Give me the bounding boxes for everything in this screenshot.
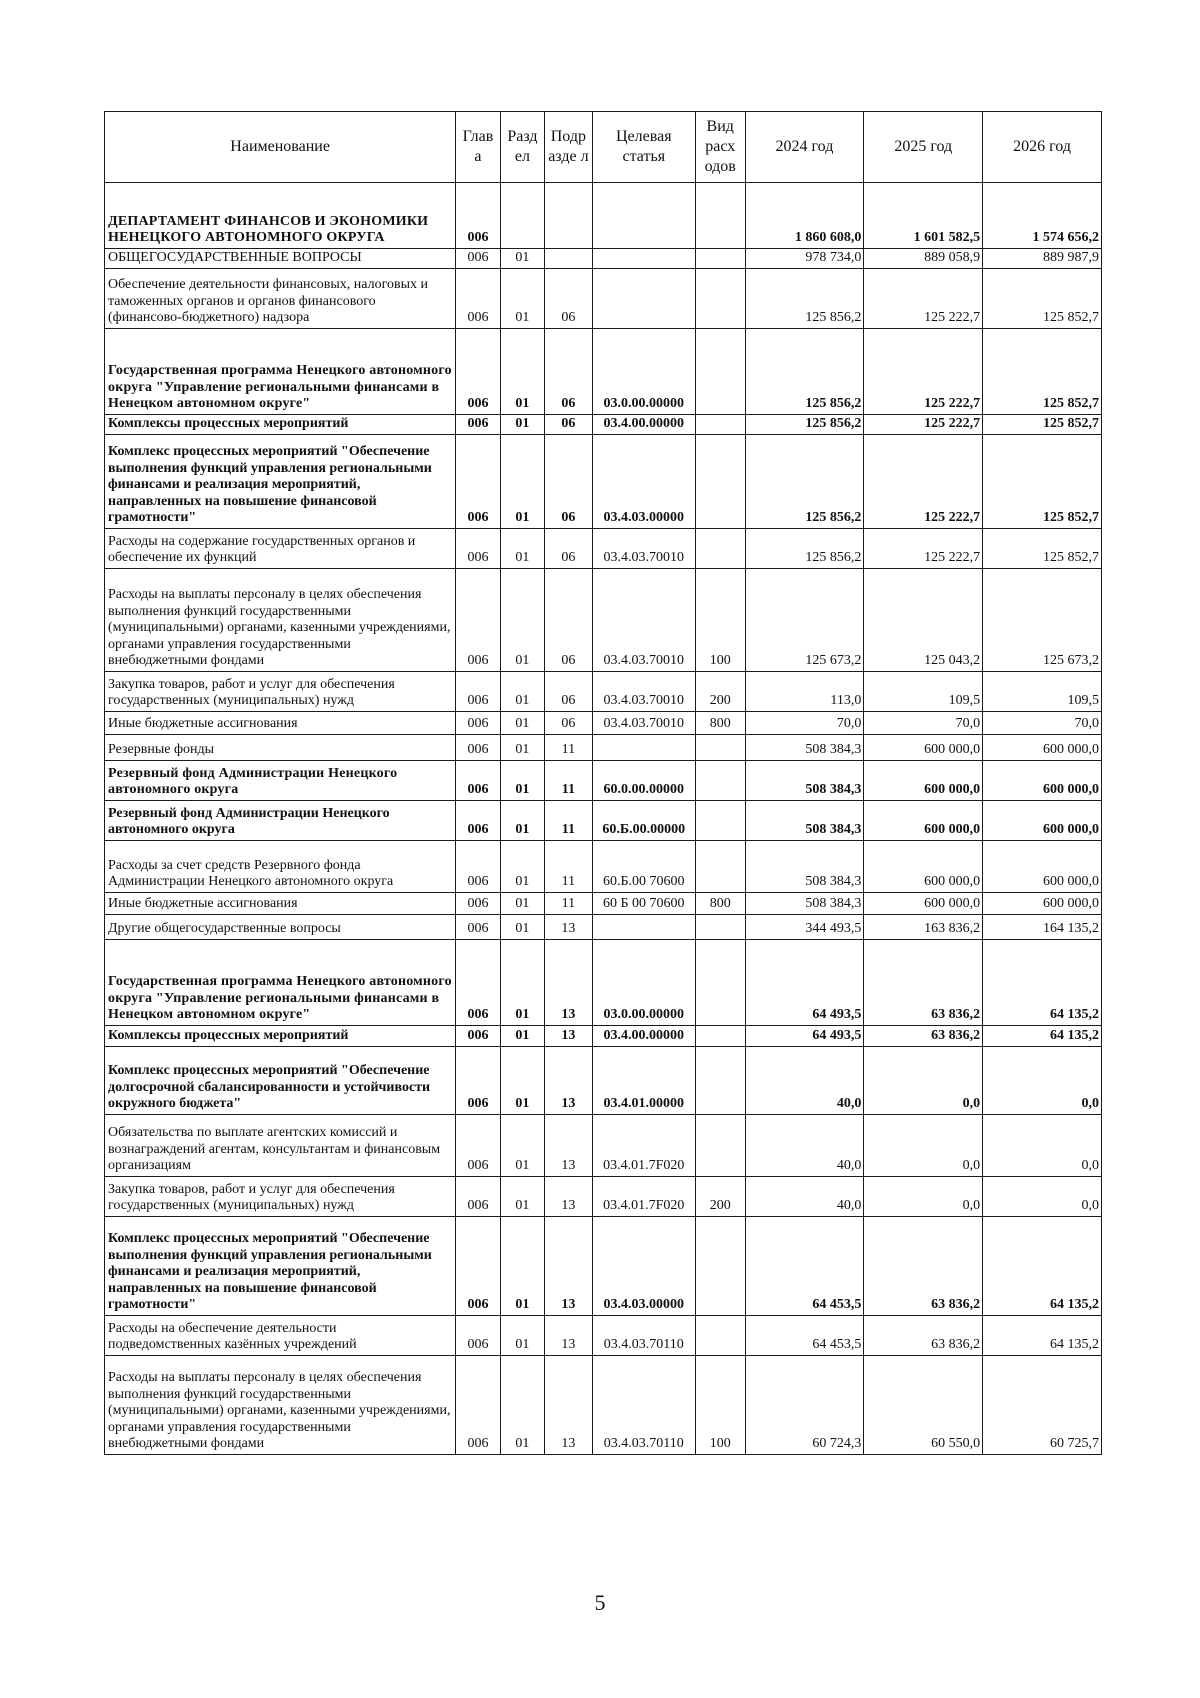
header-2026: 2026 год: [983, 112, 1102, 183]
cell-podrazdel: 11: [545, 761, 593, 801]
cell-razdel: 01: [500, 915, 544, 940]
table-row: [105, 712, 1102, 735]
table-row: [105, 841, 1102, 893]
cell-y2024: 64 453,5: [745, 1217, 864, 1316]
cell-vid: [695, 735, 745, 761]
cell-y2026: 600 000,0: [983, 801, 1102, 841]
cell-glava: 006: [456, 1217, 500, 1316]
cell-name: ДЕПАРТАМЕНТ ФИНАНСОВ И ЭКОНОМИКИ НЕНЕЦКОГО АВТОНОМНОГО ОКРУГА: [105, 183, 456, 249]
cell-podrazdel: 06: [545, 415, 593, 435]
cell-y2024: 64 493,5: [745, 1026, 864, 1047]
cell-vid: [695, 529, 745, 569]
cell-name: Другие общегосударственные вопросы: [105, 915, 456, 940]
cell-razdel: 01: [500, 1217, 544, 1316]
cell-y2026: 109,5: [983, 672, 1102, 712]
cell-y2024: 1 860 608,0: [745, 183, 864, 249]
cell-y2024: 508 384,3: [745, 801, 864, 841]
cell-y2026: 64 135,2: [983, 1217, 1102, 1316]
cell-y2026: 0,0: [983, 1177, 1102, 1217]
cell-target: [592, 269, 695, 329]
cell-y2025: 125 222,7: [864, 329, 983, 415]
cell-vid: [695, 1047, 745, 1115]
cell-y2025: 125 222,7: [864, 415, 983, 435]
cell-vid: [695, 329, 745, 415]
cell-name: Закупка товаров, работ и услуг для обеспечения государственных (муниципальных) нужд: [105, 672, 456, 712]
cell-podrazdel: 13: [545, 1026, 593, 1047]
cell-podrazdel: 13: [545, 1115, 593, 1177]
table-header-row: [105, 112, 1102, 183]
cell-podrazdel: 11: [545, 735, 593, 761]
cell-y2026: 600 000,0: [983, 893, 1102, 915]
cell-target: 03.4.01.00000: [592, 1047, 695, 1115]
cell-podrazdel: 06: [545, 712, 593, 735]
cell-y2024: 64 453,5: [745, 1316, 864, 1356]
cell-razdel: 01: [500, 569, 544, 672]
table-row: [105, 940, 1102, 1026]
table-row: [105, 1026, 1102, 1047]
cell-vid: [695, 801, 745, 841]
table-row: [105, 249, 1102, 269]
cell-name: Иные бюджетные ассигнования: [105, 712, 456, 735]
header-2024: 2024 год: [745, 112, 864, 183]
table-row: [105, 761, 1102, 801]
cell-vid: 800: [695, 712, 745, 735]
cell-podrazdel: 06: [545, 269, 593, 329]
cell-glava: 006: [456, 712, 500, 735]
cell-glava: 006: [456, 529, 500, 569]
cell-razdel: 01: [500, 269, 544, 329]
table-row: [105, 269, 1102, 329]
cell-vid: [695, 841, 745, 893]
cell-podrazdel: 06: [545, 329, 593, 415]
cell-name: Расходы на обеспечение деятельности подведомственных казённых учреждений: [105, 1316, 456, 1356]
cell-y2024: 40,0: [745, 1177, 864, 1217]
cell-vid: 200: [695, 672, 745, 712]
cell-podrazdel: 11: [545, 893, 593, 915]
cell-podrazdel: 06: [545, 529, 593, 569]
cell-y2025: 63 836,2: [864, 1026, 983, 1047]
cell-target: [592, 735, 695, 761]
cell-name: Комплекс процессных мероприятий "Обеспечение выполнения функций управления региональными финансами и реализация мероприятий, направленных на повышение финансовой грамотности": [105, 1217, 456, 1316]
cell-y2024: 125 673,2: [745, 569, 864, 672]
cell-y2024: 40,0: [745, 1047, 864, 1115]
cell-y2025: 889 058,9: [864, 249, 983, 269]
cell-razdel: 01: [500, 1316, 544, 1356]
budget-table: [104, 111, 1102, 1455]
cell-target: 60.0.00.00000: [592, 761, 695, 801]
header-podrazdel: Подр азде л: [545, 112, 593, 183]
cell-vid: [695, 940, 745, 1026]
cell-glava: 006: [456, 329, 500, 415]
cell-y2025: 600 000,0: [864, 735, 983, 761]
cell-y2025: 1 601 582,5: [864, 183, 983, 249]
cell-razdel: 01: [500, 249, 544, 269]
cell-podrazdel: 13: [545, 1316, 593, 1356]
cell-target: 03.4.03.00000: [592, 1217, 695, 1316]
cell-y2025: 70,0: [864, 712, 983, 735]
cell-y2026: 125 852,7: [983, 435, 1102, 529]
cell-y2026: 600 000,0: [983, 761, 1102, 801]
cell-podrazdel: 13: [545, 1356, 593, 1455]
cell-target: 03.4.03.00000: [592, 435, 695, 529]
cell-y2025: 125 222,7: [864, 269, 983, 329]
cell-name: Государственная программа Ненецкого автономного округа "Управление региональными финансами в Ненецком автономном округе": [105, 329, 456, 415]
cell-podrazdel: 13: [545, 1177, 593, 1217]
table-row: [105, 672, 1102, 712]
cell-y2024: 344 493,5: [745, 915, 864, 940]
cell-glava: 006: [456, 269, 500, 329]
cell-razdel: [500, 183, 544, 249]
cell-name: Закупка товаров, работ и услуг для обеспечения государственных (муниципальных) нужд: [105, 1177, 456, 1217]
table-row: [105, 415, 1102, 435]
cell-y2026: 70,0: [983, 712, 1102, 735]
cell-name: Резервный фонд Администрации Ненецкого автономного округа: [105, 801, 456, 841]
cell-y2024: 125 856,2: [745, 529, 864, 569]
cell-y2024: 508 384,3: [745, 893, 864, 915]
cell-target: 03.4.01.7F020: [592, 1115, 695, 1177]
cell-glava: 006: [456, 735, 500, 761]
header-vid: Вид расх одов: [695, 112, 745, 183]
cell-y2025: 0,0: [864, 1177, 983, 1217]
cell-name: Комплексы процессных мероприятий: [105, 415, 456, 435]
cell-y2025: 109,5: [864, 672, 983, 712]
header-target: Целевая статья: [592, 112, 695, 183]
cell-y2025: 63 836,2: [864, 1217, 983, 1316]
cell-target: 03.4.00.00000: [592, 1026, 695, 1047]
cell-y2024: 125 856,2: [745, 415, 864, 435]
cell-target: 03.4.03.70110: [592, 1356, 695, 1455]
cell-y2026: 600 000,0: [983, 735, 1102, 761]
cell-podrazdel: 06: [545, 569, 593, 672]
cell-glava: 006: [456, 1177, 500, 1217]
cell-name: Комплекс процессных мероприятий "Обеспечение долгосрочной сбалансированности и устойчивости окружного бюджета": [105, 1047, 456, 1115]
cell-target: 03.4.03.70010: [592, 569, 695, 672]
cell-name: Расходы на выплаты персоналу в целях обеспечения выполнения функций государственными (муниципальными) органами, казенными учреждениями, органами управления государственными внебюджетными фондами: [105, 569, 456, 672]
cell-glava: 006: [456, 1047, 500, 1115]
cell-y2025: 600 000,0: [864, 893, 983, 915]
cell-vid: [695, 1217, 745, 1316]
cell-target: 60 Б 00 70600: [592, 893, 695, 915]
table-row: [105, 435, 1102, 529]
cell-target: 03.4.03.70010: [592, 672, 695, 712]
cell-y2026: 60 725,7: [983, 1356, 1102, 1455]
cell-vid: [695, 249, 745, 269]
cell-vid: [695, 915, 745, 940]
cell-name: Резервные фонды: [105, 735, 456, 761]
cell-podrazdel: 06: [545, 435, 593, 529]
cell-podrazdel: 06: [545, 672, 593, 712]
cell-y2024: 508 384,3: [745, 735, 864, 761]
cell-glava: 006: [456, 183, 500, 249]
cell-razdel: 01: [500, 1177, 544, 1217]
cell-y2026: 64 135,2: [983, 1026, 1102, 1047]
cell-y2026: 64 135,2: [983, 940, 1102, 1026]
table-row: [105, 893, 1102, 915]
header-2025: 2025 год: [864, 112, 983, 183]
cell-razdel: 01: [500, 672, 544, 712]
table-row: [105, 915, 1102, 940]
cell-razdel: 01: [500, 1356, 544, 1455]
cell-glava: 006: [456, 915, 500, 940]
cell-name: Обязательства по выплате агентских комиссий и вознаграждений агентам, консультантам и финансовым организациям: [105, 1115, 456, 1177]
cell-y2025: 0,0: [864, 1047, 983, 1115]
cell-y2024: 508 384,3: [745, 841, 864, 893]
cell-name: Обеспечение деятельности финансовых, налоговых и таможенных органов и органов финансового (финансово-бюджетного) надзора: [105, 269, 456, 329]
cell-razdel: 01: [500, 1115, 544, 1177]
cell-y2025: 125 043,2: [864, 569, 983, 672]
cell-target: [592, 249, 695, 269]
cell-glava: 006: [456, 415, 500, 435]
cell-y2024: 125 856,2: [745, 435, 864, 529]
cell-y2026: 1 574 656,2: [983, 183, 1102, 249]
cell-razdel: 01: [500, 1047, 544, 1115]
table-row: [105, 1316, 1102, 1356]
cell-y2024: 70,0: [745, 712, 864, 735]
cell-vid: [695, 269, 745, 329]
cell-name: Расходы за счет средств Резервного фонда Администрации Ненецкого автономного округа: [105, 841, 456, 893]
cell-y2025: 163 836,2: [864, 915, 983, 940]
header-razdel: Разд ел: [500, 112, 544, 183]
cell-y2024: 113,0: [745, 672, 864, 712]
cell-y2026: 0,0: [983, 1115, 1102, 1177]
table-row: [105, 529, 1102, 569]
cell-razdel: 01: [500, 529, 544, 569]
cell-name: Расходы на выплаты персоналу в целях обеспечения выполнения функций государственными (муниципальными) органами, казенными учреждениями, органами управления государственными внебюджетными фондами: [105, 1356, 456, 1455]
cell-name: Иные бюджетные ассигнования: [105, 893, 456, 915]
cell-name: Расходы на содержание государственных органов и обеспечение их функций: [105, 529, 456, 569]
cell-y2024: 40,0: [745, 1115, 864, 1177]
table-body: [105, 183, 1102, 1455]
cell-y2026: 889 987,9: [983, 249, 1102, 269]
cell-y2025: 63 836,2: [864, 940, 983, 1026]
cell-razdel: 01: [500, 841, 544, 893]
cell-y2024: 60 724,3: [745, 1356, 864, 1455]
cell-podrazdel: 13: [545, 915, 593, 940]
cell-target: 03.4.03.70110: [592, 1316, 695, 1356]
cell-y2025: 125 222,7: [864, 435, 983, 529]
cell-y2026: 125 852,7: [983, 415, 1102, 435]
cell-vid: [695, 1316, 745, 1356]
cell-y2024: 125 856,2: [745, 269, 864, 329]
cell-target: 03.0.00.00000: [592, 329, 695, 415]
table-row: [105, 801, 1102, 841]
cell-glava: 006: [456, 761, 500, 801]
table-row: [105, 183, 1102, 249]
cell-razdel: 01: [500, 801, 544, 841]
cell-y2025: 63 836,2: [864, 1316, 983, 1356]
cell-y2026: 125 852,7: [983, 269, 1102, 329]
cell-target: 03.4.00.00000: [592, 415, 695, 435]
header-name: Наименование: [105, 112, 456, 183]
cell-y2025: 125 222,7: [864, 529, 983, 569]
cell-glava: 006: [456, 841, 500, 893]
cell-target: 03.0.00.00000: [592, 940, 695, 1026]
cell-glava: 006: [456, 569, 500, 672]
cell-razdel: 01: [500, 712, 544, 735]
cell-razdel: 01: [500, 435, 544, 529]
header-glava: Глав а: [456, 112, 500, 183]
cell-vid: [695, 183, 745, 249]
cell-vid: [695, 1115, 745, 1177]
cell-vid: [695, 761, 745, 801]
cell-razdel: 01: [500, 415, 544, 435]
cell-y2025: 60 550,0: [864, 1356, 983, 1455]
cell-y2026: 164 135,2: [983, 915, 1102, 940]
cell-name: Комплекс процессных мероприятий "Обеспечение выполнения функций управления региональными финансами и реализация мероприятий, направленных на повышение финансовой грамотности": [105, 435, 456, 529]
cell-y2024: 64 493,5: [745, 940, 864, 1026]
cell-y2024: 508 384,3: [745, 761, 864, 801]
cell-y2024: 978 734,0: [745, 249, 864, 269]
cell-glava: 006: [456, 435, 500, 529]
table-row: [105, 1177, 1102, 1217]
cell-vid: [695, 435, 745, 529]
cell-glava: 006: [456, 893, 500, 915]
cell-target: 03.4.03.70010: [592, 529, 695, 569]
cell-vid: 800: [695, 893, 745, 915]
cell-y2025: 0,0: [864, 1115, 983, 1177]
cell-glava: 006: [456, 1026, 500, 1047]
cell-target: 03.4.03.70010: [592, 712, 695, 735]
cell-y2026: 600 000,0: [983, 841, 1102, 893]
cell-glava: 006: [456, 1115, 500, 1177]
cell-y2026: 64 135,2: [983, 1316, 1102, 1356]
cell-y2025: 600 000,0: [864, 761, 983, 801]
cell-y2026: 0,0: [983, 1047, 1102, 1115]
cell-name: Комплексы процессных мероприятий: [105, 1026, 456, 1047]
cell-vid: [695, 1026, 745, 1047]
cell-glava: 006: [456, 801, 500, 841]
cell-podrazdel: [545, 249, 593, 269]
cell-glava: 006: [456, 1316, 500, 1356]
cell-target: [592, 915, 695, 940]
cell-vid: [695, 415, 745, 435]
cell-podrazdel: 11: [545, 841, 593, 893]
cell-podrazdel: 13: [545, 1047, 593, 1115]
cell-podrazdel: 13: [545, 940, 593, 1026]
cell-target: [592, 183, 695, 249]
table-row: [105, 735, 1102, 761]
cell-podrazdel: 13: [545, 1217, 593, 1316]
cell-target: 03.4.01.7F020: [592, 1177, 695, 1217]
cell-podrazdel: 11: [545, 801, 593, 841]
table-row: [105, 569, 1102, 672]
table-row: [105, 1047, 1102, 1115]
table-row: [105, 1356, 1102, 1455]
cell-razdel: 01: [500, 940, 544, 1026]
cell-razdel: 01: [500, 735, 544, 761]
cell-y2026: 125 852,7: [983, 329, 1102, 415]
cell-razdel: 01: [500, 761, 544, 801]
table-row: [105, 329, 1102, 415]
table-row: [105, 1217, 1102, 1316]
cell-razdel: 01: [500, 1026, 544, 1047]
cell-glava: 006: [456, 672, 500, 712]
cell-y2025: 600 000,0: [864, 801, 983, 841]
cell-name: Резервный фонд Администрации Ненецкого автономного округа: [105, 761, 456, 801]
cell-vid: 200: [695, 1177, 745, 1217]
cell-vid: 100: [695, 1356, 745, 1455]
cell-target: 60.Б.00 70600: [592, 841, 695, 893]
page-number: 5: [594, 1590, 606, 1615]
cell-glava: 006: [456, 940, 500, 1026]
cell-name: ОБЩЕГОСУДАРСТВЕННЫЕ ВОПРОСЫ: [105, 249, 456, 269]
cell-glava: 006: [456, 249, 500, 269]
cell-vid: 100: [695, 569, 745, 672]
cell-y2024: 125 856,2: [745, 329, 864, 415]
cell-y2026: 125 673,2: [983, 569, 1102, 672]
cell-y2025: 600 000,0: [864, 841, 983, 893]
cell-razdel: 01: [500, 329, 544, 415]
cell-name: Государственная программа Ненецкого автономного округа "Управление региональными финансами в Ненецком автономном округе": [105, 940, 456, 1026]
cell-y2026: 125 852,7: [983, 529, 1102, 569]
cell-razdel: 01: [500, 893, 544, 915]
cell-glava: 006: [456, 1356, 500, 1455]
cell-podrazdel: [545, 183, 593, 249]
cell-target: 60.Б.00.00000: [592, 801, 695, 841]
table-row: [105, 1115, 1102, 1177]
